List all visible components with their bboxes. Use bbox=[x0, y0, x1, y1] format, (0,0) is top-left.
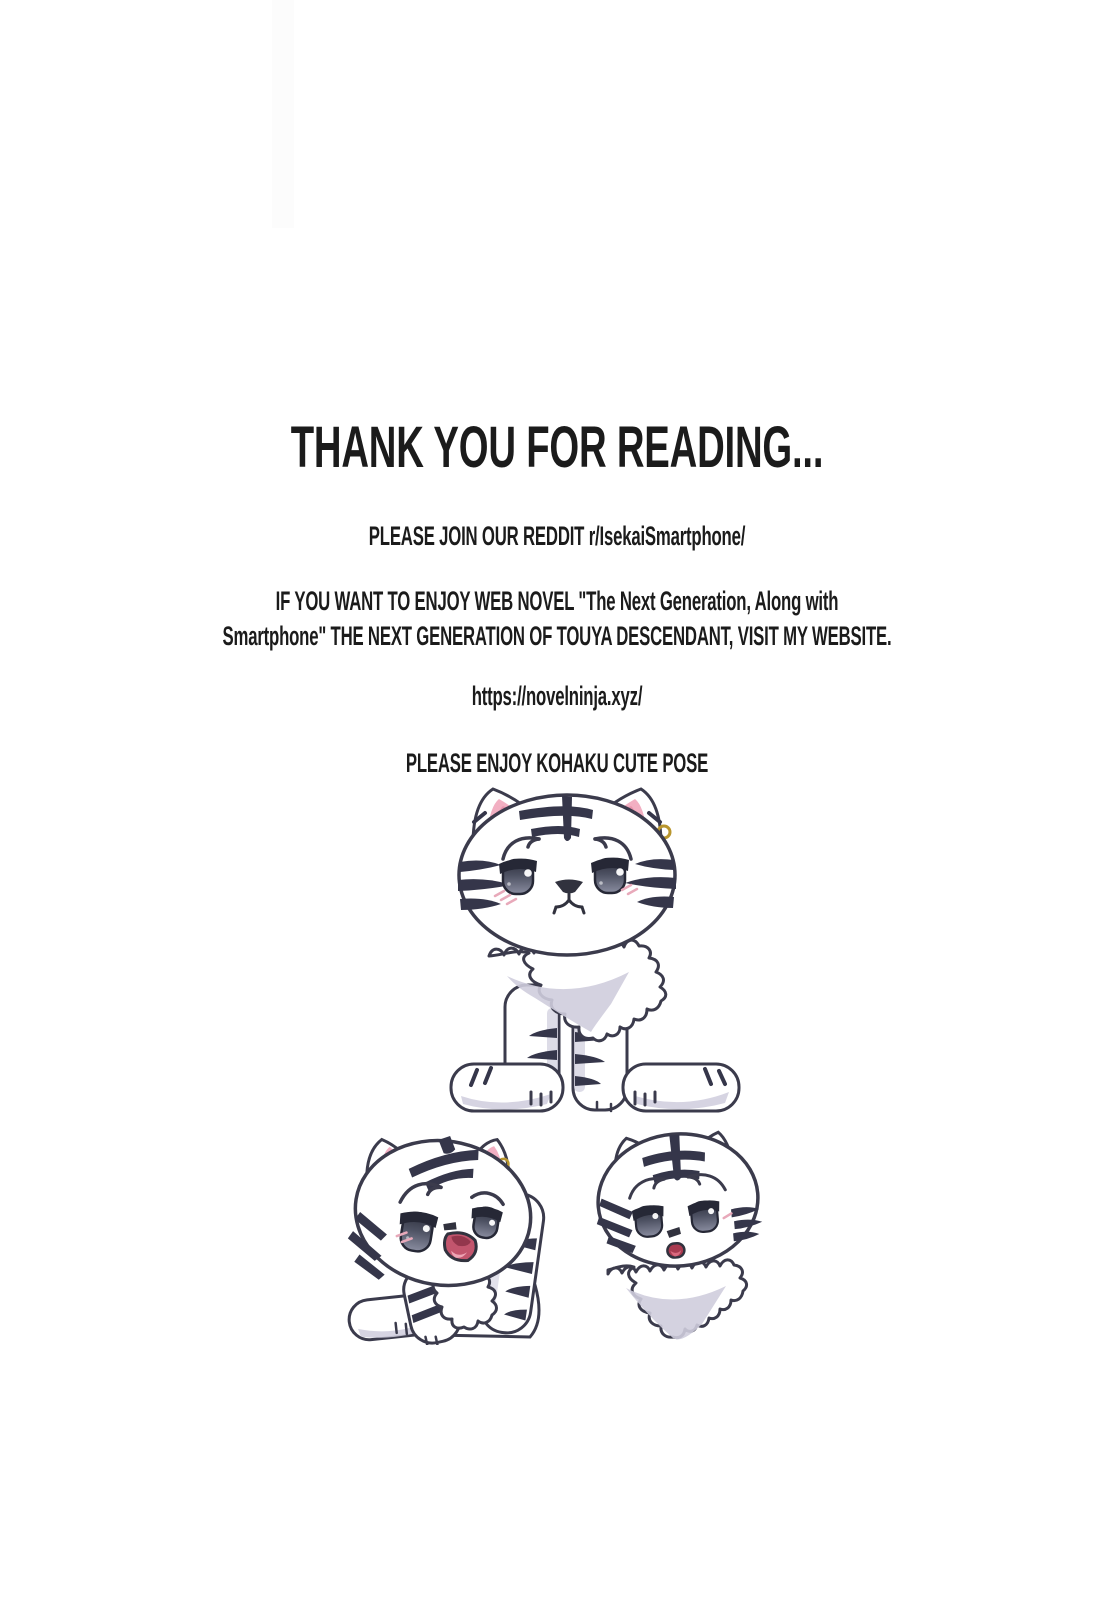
kohaku-lying-illustration bbox=[335, 1125, 550, 1345]
chest-fluff bbox=[608, 1260, 747, 1340]
kohaku-sitting-drawing bbox=[443, 780, 743, 1115]
scan-artifact-band bbox=[272, 0, 294, 228]
website-url-text: https://novelninja.xyz/ bbox=[471, 681, 643, 711]
head bbox=[458, 789, 676, 955]
kohaku-bust-illustration bbox=[578, 1122, 773, 1352]
left-eye bbox=[499, 859, 537, 894]
kohaku-lying-drawing bbox=[335, 1125, 550, 1345]
web-novel-line-1: IF YOU WANT TO ENJOY WEB NOVEL "The Next Generation, Along with bbox=[275, 586, 839, 616]
reddit-invite-line: PLEASE JOIN OUR REDDIT r/IsekaiSmartphone/ bbox=[368, 521, 746, 551]
page-title: THANK YOU FOR READING... bbox=[290, 415, 824, 480]
kohaku-sitting-illustration bbox=[443, 780, 743, 1115]
web-novel-line-2: Smartphone" THE NEXT GENERATION OF TOUYA DESCENDANT, VISIT MY WEBSITE. bbox=[222, 621, 892, 651]
open-mouth bbox=[667, 1243, 685, 1258]
kohaku-bust-drawing bbox=[578, 1122, 773, 1352]
kohaku-caption: PLEASE ENJOY KOHAKU CUTE POSE bbox=[405, 748, 709, 778]
right-eye bbox=[591, 858, 629, 893]
head bbox=[590, 1127, 766, 1273]
